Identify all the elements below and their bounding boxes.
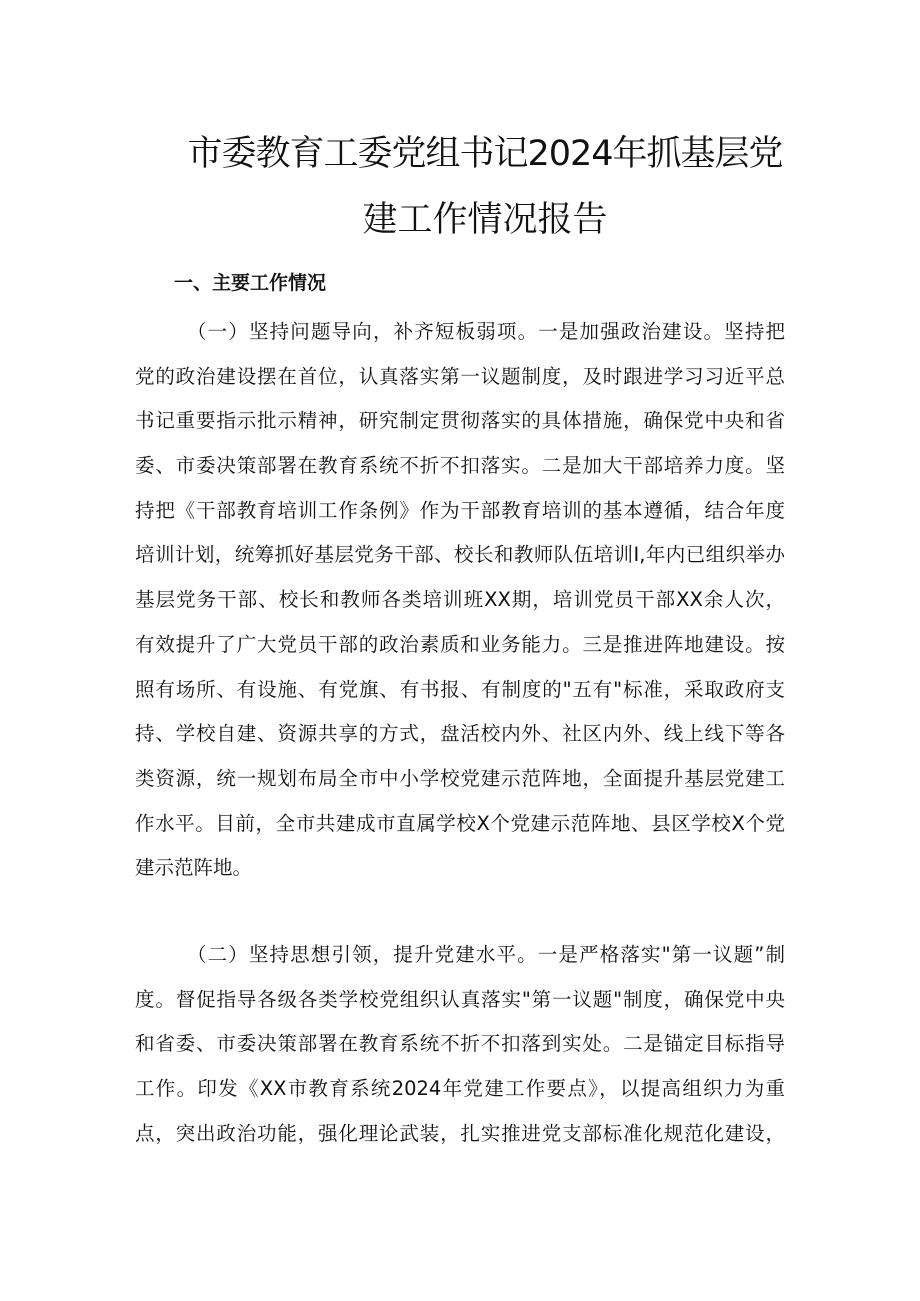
- paragraph-line: 建示范阵地。: [135, 856, 253, 880]
- paragraph-line: 党的政治建设摆在首位，认真落实第一议题制度，及时跟进学习习近平总: [135, 364, 785, 388]
- paragraph-line: 工作。印发《XX市教育系统2024年党建工作要点》，以提高组织力为重: [135, 1077, 785, 1101]
- paragraph-line: 照有场所、有设施、有党旗、有书报、有制度的"五有"标准，采取政府支: [135, 677, 785, 701]
- paragraph-line: 书记重要指示批示精神，研究制定贯彻落实的具体措施，确保党中央和省: [135, 409, 785, 433]
- paragraph-line: 有效提升了广大党员干部的政治素质和业务能力。三是推进阵地建设。按: [135, 632, 785, 656]
- paragraph-line: 持把《干部教育培训工作条例》作为干部教育培训的基本遵循，结合年度: [135, 498, 785, 522]
- paragraph-line: 持、学校自建、资源共享的方式，盘活校内外、社区内外、线上线下等各: [135, 722, 785, 746]
- paragraph-line: 基层党务干部、校长和教师各类培训班XX期，培训党员干部XX余人次，: [135, 588, 785, 612]
- paragraph-line: （二）坚持思想引领，提升党建水平。一是严格落实"第一议题”制: [187, 943, 785, 966]
- document-title-line-2: 建工作情况报告: [362, 200, 608, 240]
- section-heading: 一、主要工作情况: [174, 272, 327, 294]
- paragraph-line: 点，突出政治功能，强化理论武装，扎实推进党支部标准化规范化建设，: [135, 1121, 785, 1145]
- paragraph-line: 和省委、市委决策部署在教育系统不折不扣落到实处。二是锚定目标指导: [135, 1032, 785, 1056]
- paragraph-line: 度。督促指导各级各类学校党组织认真落实"第一议题"制度，确保党中央: [135, 987, 785, 1011]
- paragraph-line: 委、市委决策部署在教育系统不折不扣落实。二是加大干部培养力度。坚: [135, 454, 785, 478]
- paragraph-2: [135, 933, 785, 1156]
- paragraph-line: 类资源，统一规划布局全市中小学校党建示范阵地，全面提升基层党建工: [135, 766, 785, 790]
- paragraph-line: 培训计划，统筹抓好基层党务干部、校长和教师队伍培训I,年内已组织举办: [135, 543, 785, 567]
- document-title-line-1: 市委教育工委党组书记2024年抓基层党: [187, 134, 783, 174]
- paragraph-line: 作水平。目前，全市共建成市直属学校X个党建示范阵地、县区学校X个党: [135, 811, 785, 835]
- paragraph-line: （一）坚持问题导向，补齐短板弱项。一是加强政治建设。坚持把: [187, 320, 785, 343]
- paragraph-1: [135, 310, 785, 891]
